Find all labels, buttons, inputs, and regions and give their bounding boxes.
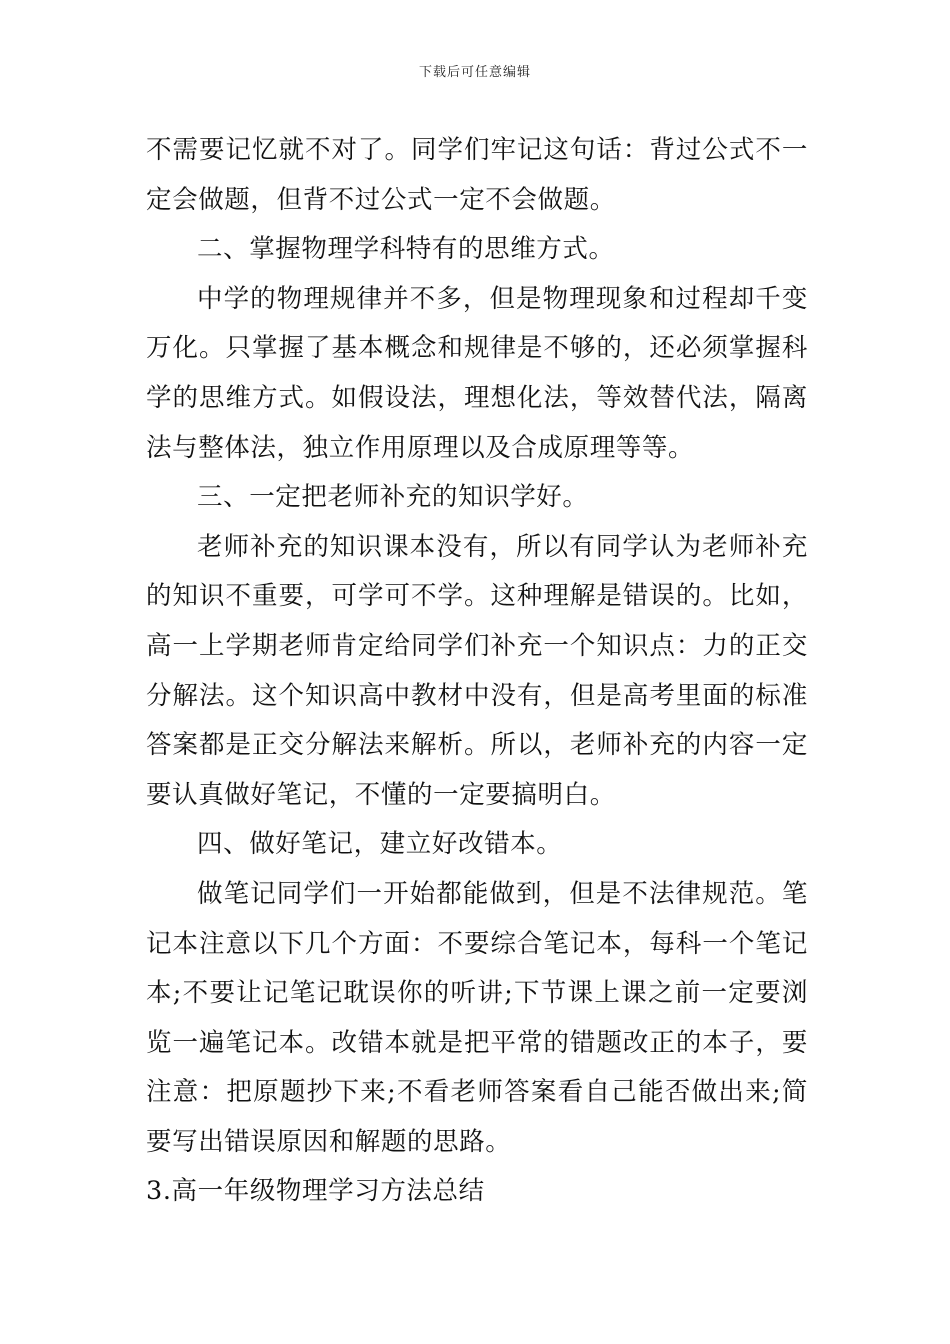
page-header: 下载后可任意编辑	[418, 65, 531, 80]
paragraph-6: 四、做好笔记，建立好改错本。	[197, 829, 563, 860]
paragraph-1: 不需要记忆就不对了。同学们牢记这句话：背过公式不一定会做题，但背不过公式一定不会做题。	[146, 135, 808, 215]
section-title: 3.高一年级物理学习方法总结	[146, 1176, 485, 1207]
paragraph-5: 老师补充的知识课本没有，所以有同学认为老师补充的知识不重要，可学可不学。这种理解是错误的。比如，高一上学期老师肯定给同学们补充一个知识点：力的正交分解法。这个知识高中教材中没有，但是高考里面的标准答案都是正交分解法来解析。所以，老师补充的内容一定要认真做好笔记，不懂的一定要搞明白。	[146, 531, 808, 810]
paragraph-7: 做笔记同学们一开始都能做到，但是不法律规范。笔记本注意以下几个方面：不要综合笔记本，每科一个笔记本;不要让记笔记耽误你的听讲;下节课上课之前一定要浏览一遍笔记本。改错本就是把平常的错题改正的本子，要注意：把原题抄下来;不看老师答案看自己能否做出来;简要写出错误原因和解题的思路。	[146, 878, 808, 1157]
paragraph-2: 二、掌握物理学科特有的思维方式。	[197, 234, 615, 265]
paragraph-4: 三、一定把老师补充的知识学好。	[197, 482, 589, 513]
paragraph-3: 中学的物理规律并不多，但是物理现象和过程却千变万化。只掌握了基本概念和规律是不够的，还必须掌握科学的思维方式。如假设法，理想化法，等效替代法，隔离法与整体法，独立作用原理以及合成原理等等。	[146, 283, 808, 463]
document-body	[146, 126, 808, 1217]
